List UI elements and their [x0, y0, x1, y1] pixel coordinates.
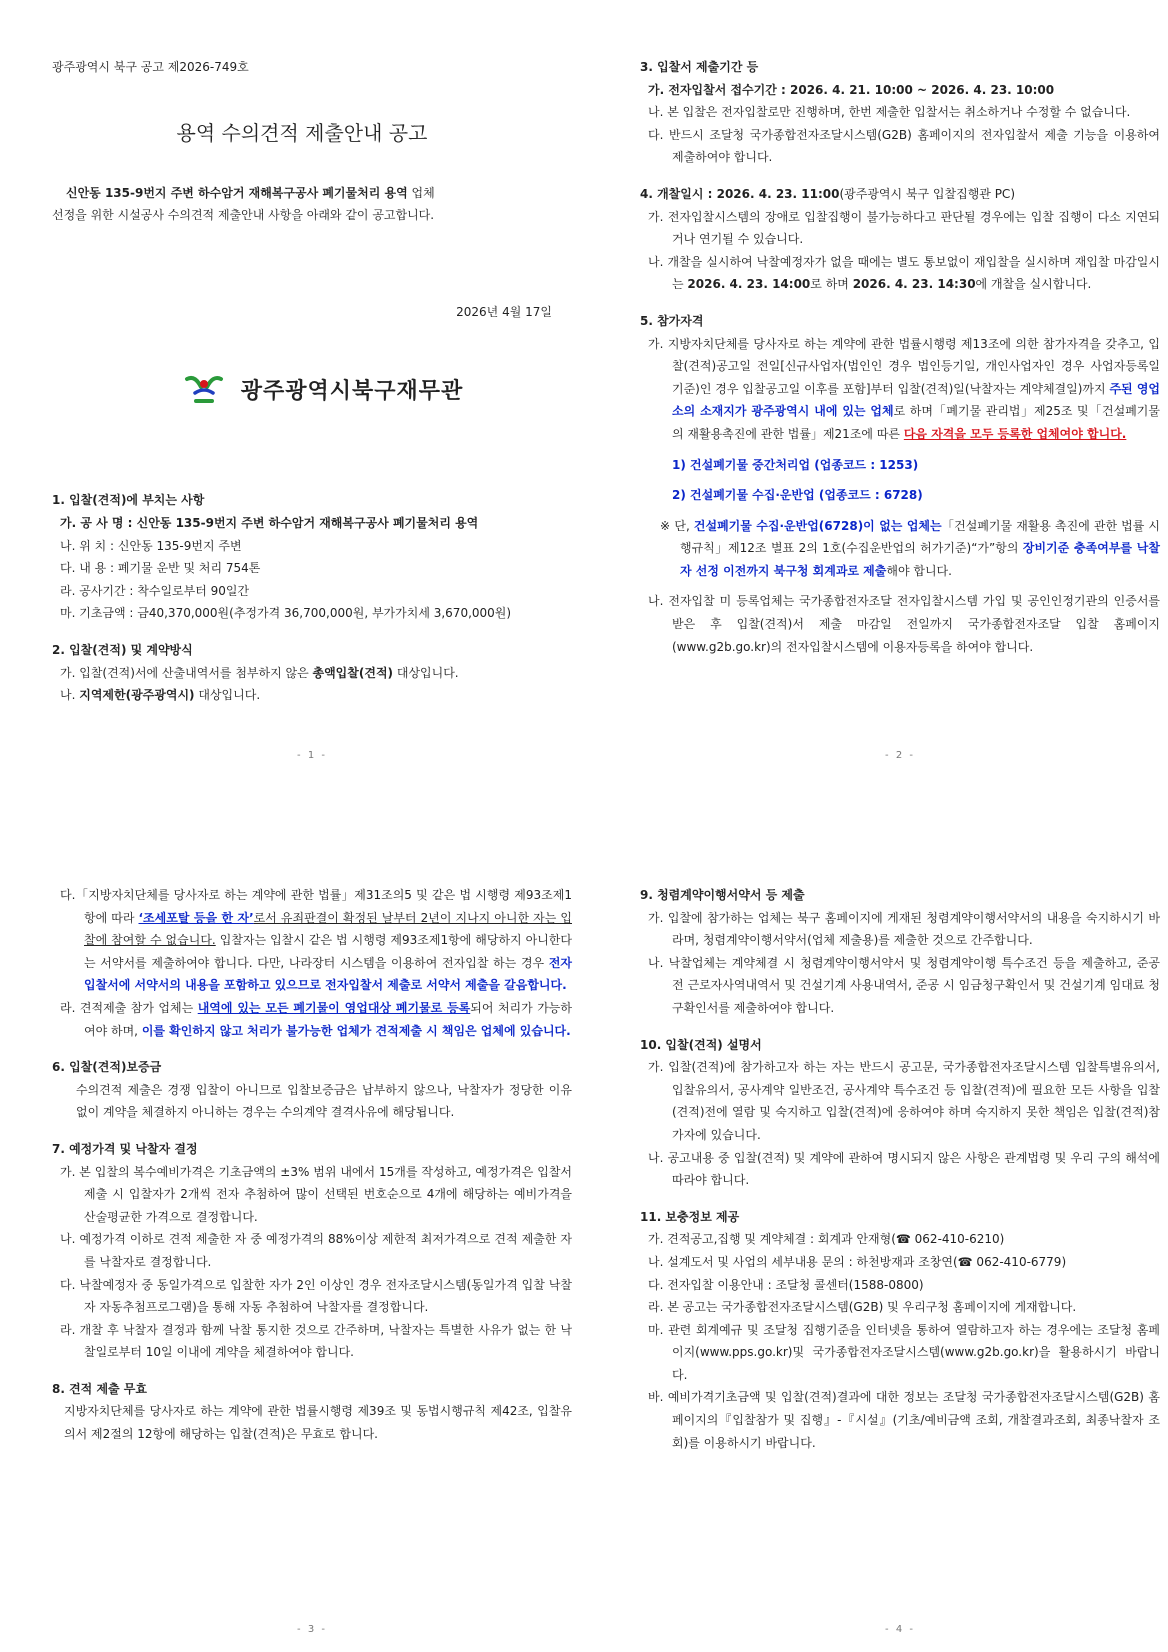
s5-item-b: 나. 전자입찰 미 등록업체는 국가종합전자조달 전자입찰시스템 가입 및 공인인정기관의 인증서를 받은 후 입찰(견적)서 제출 마감일 전일까지 국가종합전자조달 입찰 홈페이지(www.g2b.go.kr)의 전자입찰시스템에 이용자등록을 하여야 합니다. [648, 594, 1160, 654]
intro-line-1: 신안동 135-9번지 주변 하수암거 재해복구공사 폐기물처리 용역 업체 [66, 185, 435, 200]
section-11-heading: 11. 보충정보 제공 [640, 1209, 740, 1224]
page-2 [640, 56, 1160, 658]
section-3-heading: 3. 입찰서 제출기간 등 [640, 60, 759, 74]
s4-item-b: 나. 개찰을 실시하여 낙찰예정자가 없을 때에는 별도 통보없이 재입찰을 실시하며 재입찰 마감일시는 2026. 4. 23. 14:00로 하며 2026. 4. 23. 14:30에 개찰을 실시합니다. [648, 254, 1160, 292]
s8-body: 지방자치단체를 당사자로 하는 계약에 관한 법률시행령 제39조 및 동법시행규칙 제42조, 입찰유의서 제2절의 12항에 해당하는 입찰(견적)은 무효로 합니다. [64, 1404, 572, 1442]
s11-item-c: 다. 전자입찰 이용안내 : 조달청 콜센터(1588-0800) [648, 1277, 924, 1292]
s1-item-a: 가. 공 사 명 : 신안동 135-9번지 주변 하수암거 재해복구공사 폐기물처리 용역 [60, 515, 479, 530]
s6-body: 수의견적 제출은 경쟁 입찰이 아니므로 입찰보증금은 납부하지 않으나, 낙찰자가 정당한 이유 없이 계약을 체결하지 아니하는 경우는 수의계약 결격사유에 해당됩니다. [76, 1082, 572, 1120]
s9-item-a: 가. 입찰에 참가하는 업체는 북구 홈페이지에 게재된 청렴계약이행서약서의 내용을 숙지하시기 바라며, 청렴계약이행서약서(업체 제출용)를 제출한 것으로 간주합니다. [648, 910, 1160, 948]
bukgu-logo-icon [181, 371, 227, 407]
s10-item-b: 나. 공고내용 중 입찰(견적) 및 계약에 관하여 명시되지 않은 사항은 관계법령 및 우리 구의 해석에 따라야 합니다. [648, 1150, 1160, 1188]
notice-number: 광주광역시 북구 공고 제2026-749호 [52, 60, 249, 74]
section-1-heading: 1. 입찰(견적)에 부치는 사항 [52, 493, 205, 508]
page-number-1: - 1 - [297, 750, 327, 761]
s9-item-b: 나. 낙찰업체는 계약체결 시 청렴계약이행서약서 및 청렴계약이행 특수조건 등을 제출하고, 준공 전 근로자사역내역서 및 건설기계 사용내역서, 준공 시 임금청구확인서 및 건설기계 임대료 청구확인서를 제출하여야 합니다. [648, 955, 1160, 1015]
s1-item-d: 라. 공사기간 : 착수일로부터 90일간 [60, 583, 250, 598]
section-6-heading: 6. 입찰(견적)보증금 [52, 1060, 162, 1075]
s11-item-f: 바. 예비가격기초금액 및 입찰(견적)결과에 대한 정보는 조달청 국가종합전자조달시스템(G2B) 홈페이지의『입찰참가 및 집행』-『시설』(기초/예비금액 조회, 개찰결과조회, 최종낙찰자 조회)를 이용하시기 바랍니다. [648, 1390, 1160, 1450]
s3-item-c: 다. 반드시 조달청 국가종합전자조달시스템(G2B) 홈페이지의 전자입찰서 제출 기능을 이용하여 제출하여야 합니다. [648, 127, 1160, 165]
page-number-4: - 4 - [885, 1624, 915, 1635]
section-9-heading: 9. 청렴계약이행서약서 등 제출 [640, 888, 805, 902]
s1-item-c: 다. 내 용 : 폐기물 운반 및 처리 754톤 [60, 561, 261, 576]
s1-item-b: 나. 위 치 : 신안동 135-9번지 주변 [60, 538, 242, 553]
s10-item-a: 가. 입찰(견적)에 참가하고자 하는 자는 반드시 공고문, 국가종합전자조달시스템 입찰특별유의서, 입찰유의서, 공사계약 일반조건, 공사계약 특수조건 등 입찰(견적)에 필요한 모든 사항을 입찰(견적)전에 열람 및 숙지하고 입찰(견적)에 응하여야 하며 숙지하지 못한 책임은 입찰(견적)참가자에 있습니다. [648, 1060, 1160, 1142]
section-10-heading: 10. 입찰(견적) 설명서 [640, 1037, 762, 1052]
org-name: 광주광역시북구재무관 [240, 378, 464, 404]
s7-item-a: 가. 본 입찰의 복수예비가격은 기초금액의 ±3% 범위 내에서 15개를 작성하고, 예정가격은 입찰서 제출 시 입찰자가 2개씩 전자 추첨하여 많이 선택된 번호순으로 4개에 해당하는 예비가격을 산술평균한 가격으로 결정합니다. [60, 1164, 572, 1224]
s11-item-e: 마. 관련 회계예규 및 조달청 집행기준을 인터넷을 통하여 열람하고자 하는 경우에는 조달청 홈페이지(www.pps.go.kr)및 국가종합전자조달시스템(www.g2b.go.kr)을 활용하시기 바랍니다. [648, 1322, 1160, 1382]
section-2-heading: 2. 입찰(견적) 및 계약방식 [52, 642, 193, 657]
s1-item-e: 마. 기초금액 : 금40,370,000원(추정가격 36,700,000원, 부가가치세 3,670,000원) [60, 606, 512, 621]
s11-item-a: 가. 견적공고,집행 및 계약체결 : 회계과 안재형(☎ 062-410-6210) [648, 1232, 1005, 1247]
s11-item-d: 라. 본 공고는 국가종합전자조달시스템(G2B) 및 우리구청 홈페이지에 게재합니다. [648, 1300, 1077, 1315]
section-8-heading: 8. 견적 제출 무효 [52, 1381, 147, 1396]
s2-item-b: 나. 지역제한(광주광역시) 대상입니다. [60, 688, 261, 703]
section-7-heading: 7. 예정가격 및 낙찰자 결정 [52, 1141, 198, 1156]
s7-item-b: 나. 예정가격 이하로 견적 제출한 자 중 예정가격의 88%이상 제한적 최저가격으로 견적 제출한 자를 낙찰자로 결정합니다. [60, 1232, 572, 1269]
section-4-heading: 4. 개찰일시 : 2026. 4. 23. 11:00(광주광역시 북구 입찰집행관 PC) [640, 186, 1015, 201]
page-number-3: - 3 - [297, 1624, 327, 1635]
qualification-2: 2) 건설폐기물 수집·운반업 (업종코드 : 6728) [672, 488, 923, 503]
section-5-heading: 5. 참가자격 [640, 313, 704, 328]
s7-item-c: 다. 낙찰예정자 중 동일가격으로 입찰한 자가 2인 이상인 경우 전자조달시스템(동일가격 입찰 낙찰자 자동추첨프로그램)을 통해 자동 추첨하여 낙찰자를 결정합니다. [60, 1277, 572, 1315]
s11-item-b: 나. 설계도서 및 사업의 세부내용 문의 : 하천방재과 조창연(☎ 062-410-6779) [648, 1254, 1067, 1269]
s3-item-a: 가. 전자입찰서 접수기간 : 2026. 4. 21. 10:00 ~ 2026. 4. 23. 10:00 [648, 82, 1055, 97]
notice-date: 2026년 4월 17일 [456, 304, 552, 319]
intro-line-2: 선정을 위한 시설공사 수의견적 제출안내 사항을 아래와 같이 공고합니다. [52, 208, 435, 223]
page-number-2: - 2 - [885, 750, 915, 761]
page-title: 용역 수의견적 제출안내 공고 [176, 120, 428, 145]
org-signature [72, 371, 572, 407]
page-1 [52, 56, 572, 707]
s4-item-a: 가. 전자입찰시스템의 장애로 입찰집행이 불가능하다고 판단될 경우에는 입찰 집행이 다소 지연되거나 연기될 수 있습니다. [648, 209, 1160, 247]
qualification-1: 1) 건설폐기물 중간처리업 (업종코드 : 1253) [672, 457, 919, 472]
page-4 [640, 884, 1160, 1454]
s2-item-a: 가. 입찰(견적)서에 산출내역서를 첨부하지 않은 총액입찰(견적) 대상입니다. [60, 665, 459, 680]
s5-item-r: 라. 견적제출 참가 업체는 내역에 있는 모든 폐기물이 영업대상 폐기물로 등록되어 처리가 가능하여야 하며, 이를 확인하지 않고 처리가 불가능한 업체가 견적제출 시 책임은 업체에 있습니다. [60, 1000, 572, 1038]
s7-item-d: 라. 개찰 후 낙찰자 결정과 함께 낙찰 통지한 것으로 간주하며, 낙찰자는 특별한 사유가 없는 한 낙찰일로부터 10일 이내에 계약을 체결하여야 합니다. [60, 1322, 572, 1360]
s5-item-d: 다.「지방자치단체를 당사자로 하는 계약에 관한 법률」제31조의5 및 같은 법 시행령 제93조제1항에 따라 ‘조세포탈 등을 한 자’로서 유죄판결이 확정된 날부터 2년이 지나지 아니한 자는 입찰에 참여할 수 없습니다. 입찰자는 입찰시 같은 법 시행령 제93조제1항에 해당하지 아니한다는 서약서를 제출하여야 합니다. 다만, 나라장터 시스템을 이용하여 전자입찰 하는 경우 전자입찰서에 서약서의 내용을 포함하고 있으므로 전자입찰서 제출로 서약서 제출을 갈음합니다. [60, 888, 572, 993]
page-3 [52, 884, 572, 1446]
s3-item-b: 나. 본 입찰은 전자입찰로만 진행하며, 한번 제출한 입찰서는 취소하거나 수정할 수 없습니다. [648, 105, 1131, 120]
s5-item-a: 가. 지방자치단체를 당사자로 하는 계약에 관한 법률시행령 제13조에 의한 참가자격을 갖추고, 입찰(견적)공고일 전일[신규사업자(법인인 경우 법인등기일, 개인사업자인 경우 사업자등록일 기준)인 경우 입찰공고일 이후를 포함]부터 입찰(견적)일(낙찰자는 계약체결일)까지 주된 영업소의 소재지가 광주광역시 내에 있는 업체로 하며「폐기물 관리법」제25조 및「건설폐기물의 재활용촉진에 관한 법률」제21조에 따른 다음 자격을 모두 등록한 업체여야 합니다. [648, 336, 1160, 441]
s5-note: ※ 단, 건설폐기물 수집·운반업(6728)이 없는 업체는「건설폐기물 재활용 촉진에 관한 법률 시행규칙」제12조 별표 2의 1호(수집운반업의 허가기준)“가”항의 장비기준 충족여부를 낙찰자 선정 이전까지 북구청 회계과로 제출해야 합니다. [660, 518, 1161, 578]
